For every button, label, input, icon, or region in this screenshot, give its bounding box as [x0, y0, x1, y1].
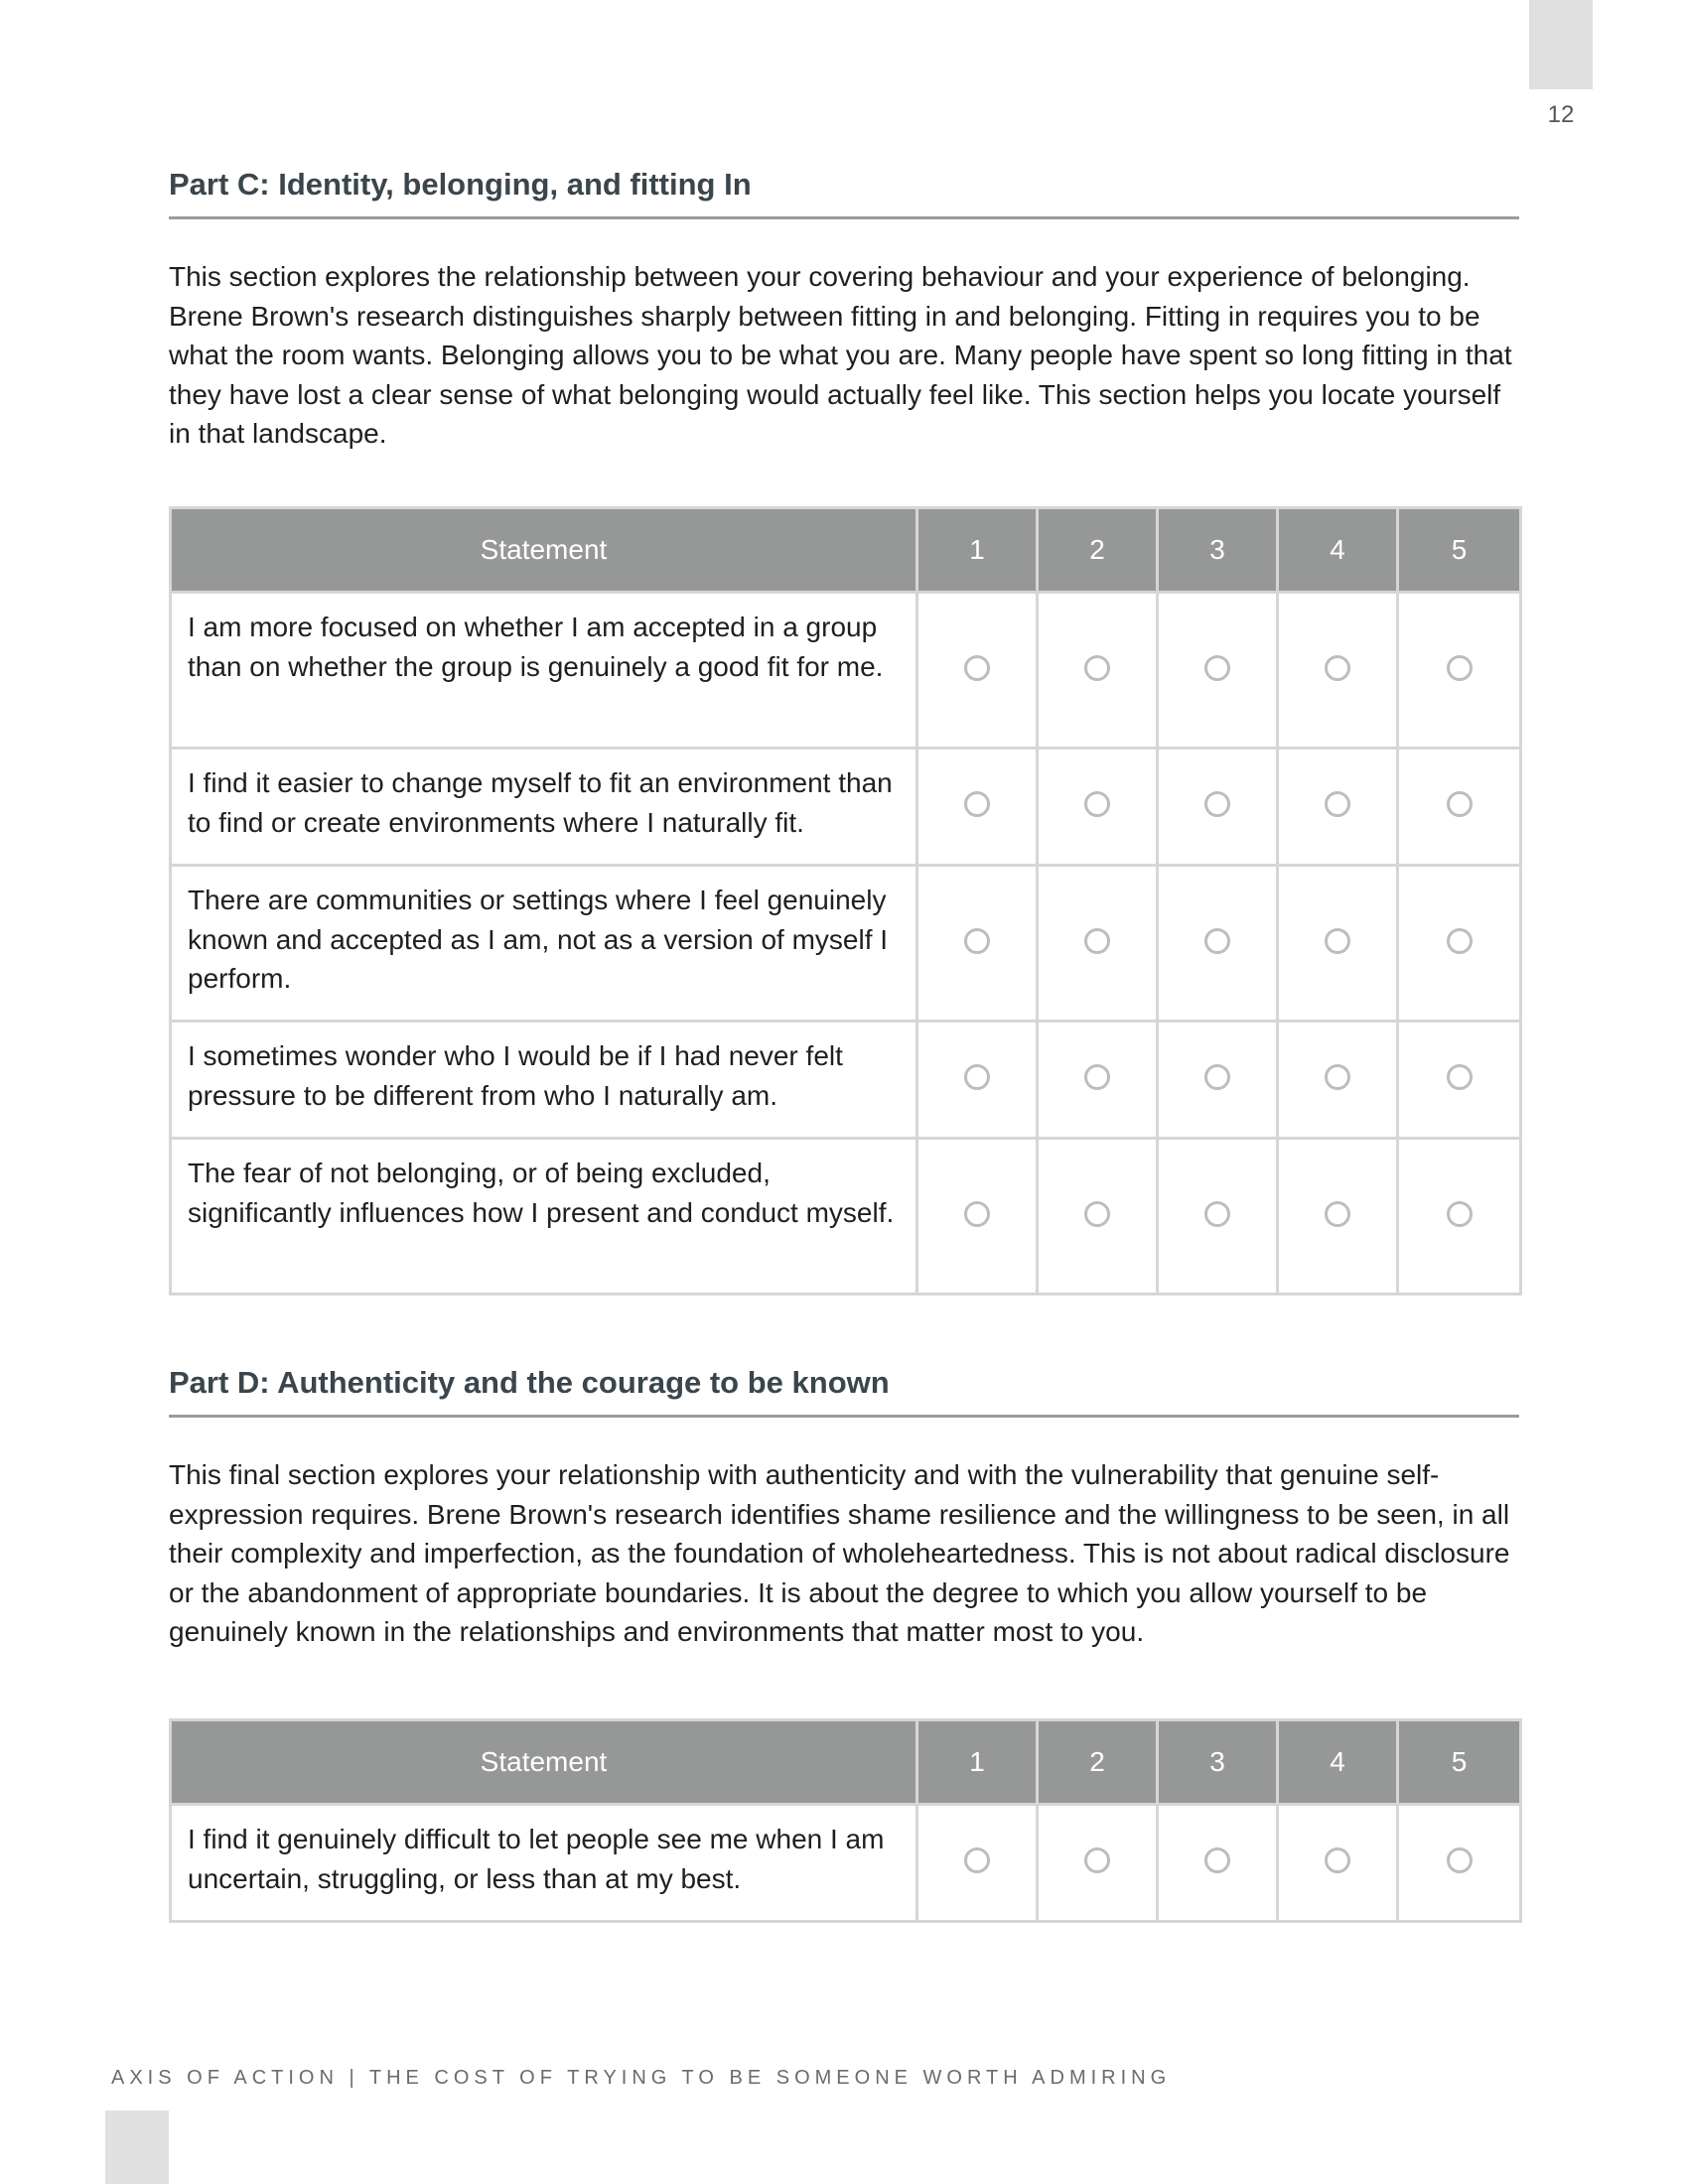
part-c-section	[169, 167, 1519, 454]
radio-option-5[interactable]	[1447, 655, 1473, 681]
radio-option-1[interactable]	[964, 1201, 990, 1227]
table-row	[171, 1805, 1521, 1922]
statement-text: I find it genuinely difficult to let people see me when I am uncertain, struggling, or less than at my best.	[171, 1805, 917, 1922]
radio-option-5[interactable]	[1447, 1847, 1473, 1873]
radio-option-5[interactable]	[1447, 1064, 1473, 1090]
radio-option-4[interactable]	[1325, 791, 1350, 817]
statement-text: I sometimes wonder who I would be if I had never felt pressure to be different from who I naturally am.	[171, 1022, 917, 1139]
radio-option-1[interactable]	[964, 1847, 990, 1873]
header-4: 4	[1278, 1720, 1398, 1805]
radio-option-2[interactable]	[1084, 655, 1110, 681]
header-4: 4	[1278, 508, 1398, 593]
radio-option-4[interactable]	[1325, 1064, 1350, 1090]
part-c-table	[169, 506, 1522, 1296]
part-d-heading: Part D: Authenticity and the courage to be known	[169, 1365, 1519, 1418]
header-3: 3	[1158, 508, 1278, 593]
statement-text: The fear of not belonging, or of being excluded, significantly influences how I present and conduct myself.	[171, 1139, 917, 1295]
header-1: 1	[917, 1720, 1038, 1805]
radio-option-4[interactable]	[1325, 1847, 1350, 1873]
radio-option-3[interactable]	[1204, 928, 1230, 954]
radio-option-2[interactable]	[1084, 791, 1110, 817]
radio-option-1[interactable]	[964, 791, 990, 817]
radio-option-2[interactable]	[1084, 928, 1110, 954]
table-row	[171, 866, 1521, 1022]
radio-option-4[interactable]	[1325, 655, 1350, 681]
part-d-section	[169, 1365, 1519, 1652]
header-2: 2	[1038, 1720, 1158, 1805]
table-row	[171, 749, 1521, 866]
radio-option-4[interactable]	[1325, 1201, 1350, 1227]
radio-option-3[interactable]	[1204, 1201, 1230, 1227]
table-header-row	[171, 1720, 1521, 1805]
footer-running-title: AXIS OF ACTION | THE COST OF TRYING TO BE SOMEONE WORTH ADMIRING	[111, 2067, 1172, 2089]
radio-option-1[interactable]	[964, 1064, 990, 1090]
radio-option-1[interactable]	[964, 928, 990, 954]
radio-option-2[interactable]	[1084, 1201, 1110, 1227]
radio-option-2[interactable]	[1084, 1847, 1110, 1873]
statement-text: There are communities or settings where I feel genuinely known and accepted as I am, not as a version of myself I perform.	[171, 866, 917, 1022]
part-d-intro: This final section explores your relationship with authenticity and with the vulnerability that genuine self-expression requires. Brene Brown's research identifies shame resilience and the willingness to be seen, in all their complexity and imperfection, as the foundation of wholeheartedness. This is not about radical disclosure or the abandonment of appropriate boundaries. It is about the degree to which you allow yourself to be genuinely known in the relationships and environments that matter most to you.	[169, 1459, 1510, 1647]
header-5: 5	[1398, 508, 1521, 593]
radio-option-5[interactable]	[1447, 928, 1473, 954]
radio-option-2[interactable]	[1084, 1064, 1110, 1090]
header-2: 2	[1038, 508, 1158, 593]
radio-option-3[interactable]	[1204, 1064, 1230, 1090]
header-1: 1	[917, 508, 1038, 593]
header-statement: Statement	[171, 1720, 917, 1805]
corner-tab-bottom	[105, 2111, 169, 2184]
table-row	[171, 1022, 1521, 1139]
radio-option-4[interactable]	[1325, 928, 1350, 954]
page-number: 12	[1547, 101, 1575, 128]
header-5: 5	[1398, 1720, 1521, 1805]
radio-option-5[interactable]	[1447, 1201, 1473, 1227]
header-3: 3	[1158, 1720, 1278, 1805]
table-header-row	[171, 508, 1521, 593]
table-row	[171, 1139, 1521, 1295]
statement-text: I find it easier to change myself to fit an environment than to find or create environments where I naturally fit.	[171, 749, 917, 866]
radio-option-1[interactable]	[964, 655, 990, 681]
radio-option-5[interactable]	[1447, 791, 1473, 817]
corner-tab-top	[1529, 0, 1593, 89]
radio-option-3[interactable]	[1204, 655, 1230, 681]
statement-text: I am more focused on whether I am accepted in a group than on whether the group is genuinely a good fit for me.	[171, 593, 917, 749]
part-d-table	[169, 1718, 1522, 1923]
header-statement: Statement	[171, 508, 917, 593]
table-row	[171, 593, 1521, 749]
part-c-intro: This section explores the relationship between your covering behaviour and your experience of belonging. Brene Brown's research distinguishes sharply between fitting in and belonging. Fitting in requires you to be what the room wants. Belonging allows you to be what you are. Many people have spent so long fitting in that they have lost a clear sense of what belonging would actually feel like. This section helps you locate yourself in that landscape.	[169, 261, 1512, 449]
radio-option-3[interactable]	[1204, 791, 1230, 817]
radio-option-3[interactable]	[1204, 1847, 1230, 1873]
part-c-heading: Part C: Identity, belonging, and fitting In	[169, 167, 1519, 219]
